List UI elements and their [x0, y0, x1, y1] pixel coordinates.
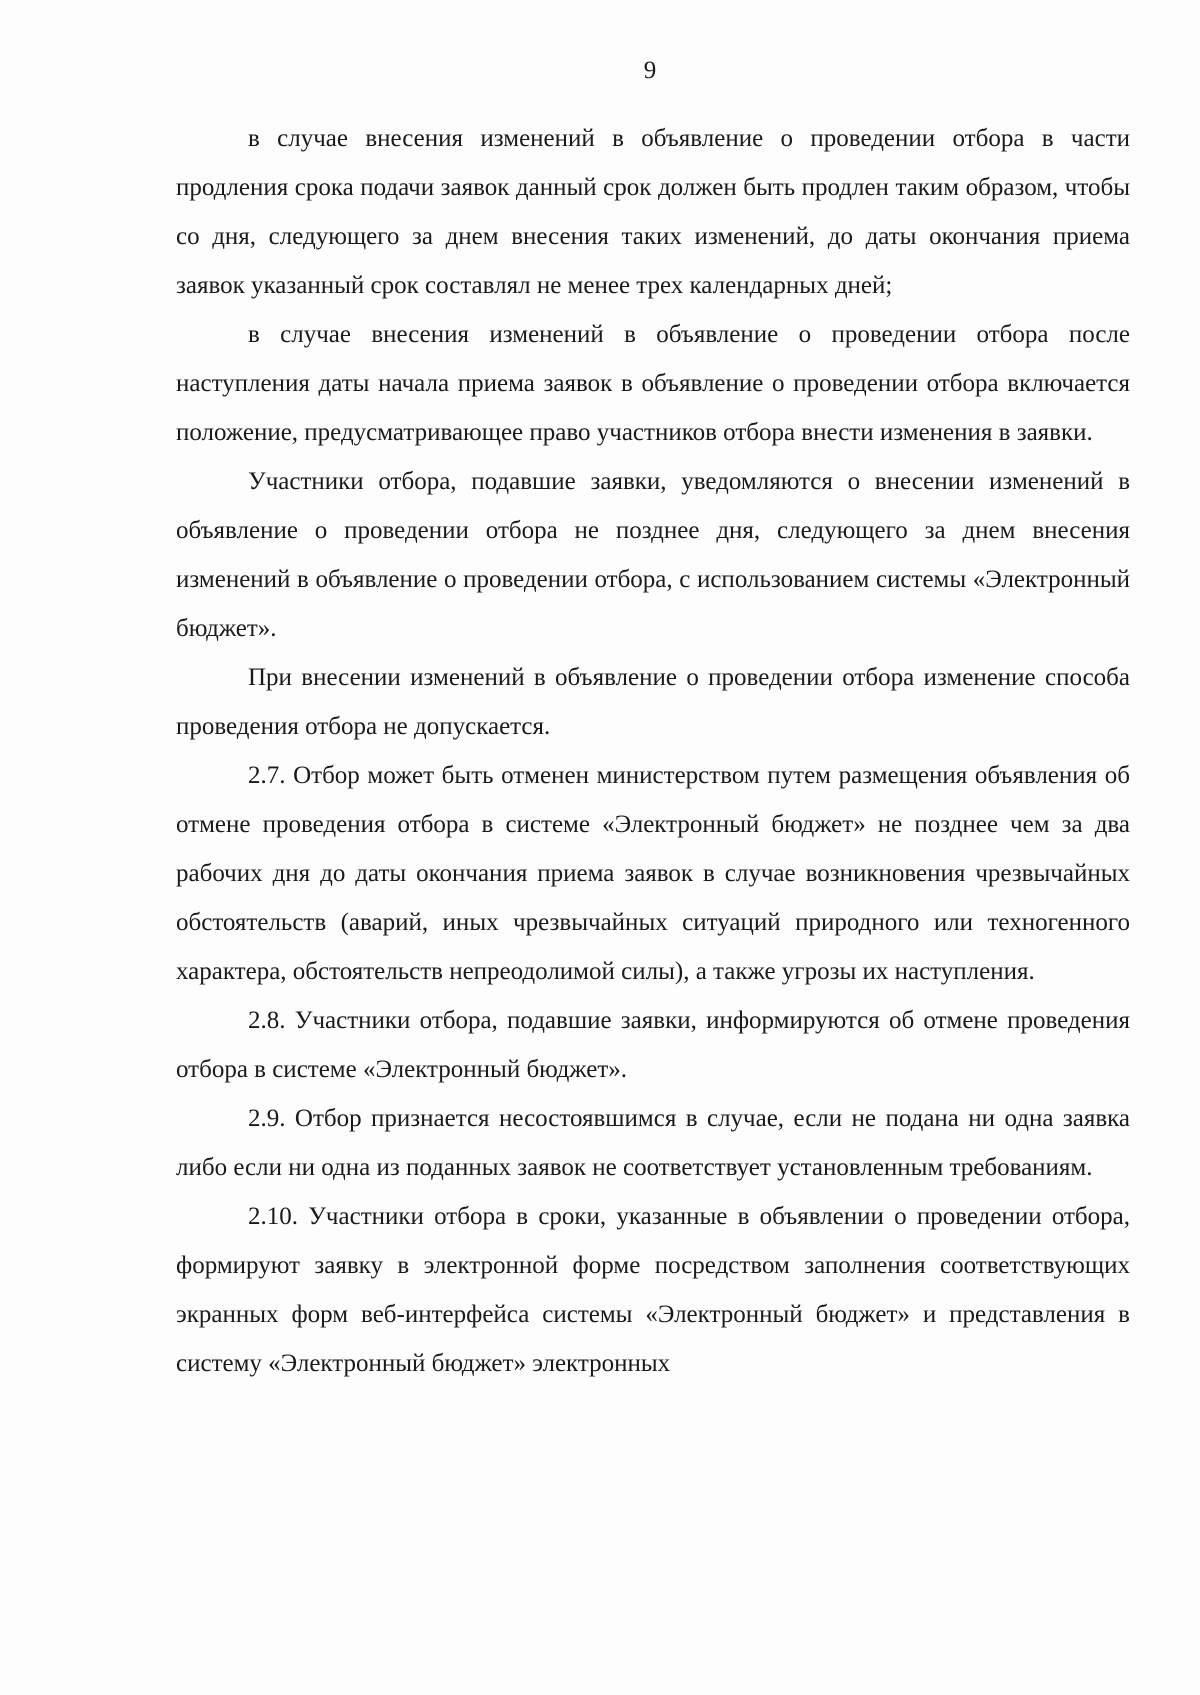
paragraph-section-2-8: 2.8. Участники отбора, подавшие заявки, информируются об отмене проведения отбора в системе «Электронный бюджет». [176, 1007, 1130, 1083]
paragraph-method-change-prohibited: При внесении изменений в объявление о проведении отбора изменение способа проведения отбора не допускается. [176, 664, 1130, 740]
paragraph-participants-notified: Участники отбора, подавшие заявки, уведомляются о внесении изменений в объявление о проведении отбора не позднее дня, следующего за днем внесения изменений в объявление о проведении отбора, с использованием системы «Электронный бюджет». [176, 468, 1130, 642]
document-body [176, 114, 1130, 1388]
page-number: 9 [643, 57, 657, 84]
paragraph-section-2-7: 2.7. Отбор может быть отменен министерством путем размещения объявления об отмене проведения отбора в системе «Электронный бюджет» не позднее чем за два рабочих дня до даты окончания приема заявок в случае возникновения чрезвычайных обстоятельств (аварий, иных чрезвычайных ситуаций природного или техногенного характера, обстоятельств непреодолимой силы), а также угрозы их наступления. [176, 762, 1130, 985]
paragraph-extension-of-deadline: в случае внесения изменений в объявление о проведении отбора в части продления срока подачи заявок данный срок должен быть продлен таким образом, чтобы со дня, следующего за днем внесения таких изменений, до даты окончания приема заявок указанный срок составлял не менее трех календарных дней; [176, 125, 1130, 299]
paragraph-changes-after-start: в случае внесения изменений в объявление о проведении отбора после наступления даты начала приема заявок в объявление о проведении отбора включается положение, предусматривающее право участников отбора внести изменения в заявки. [176, 321, 1130, 446]
paragraph-section-2-9: 2.9. Отбор признается несостоявшимся в случае, если не подана ни одна заявка либо если ни одна из поданных заявок не соответствует установленным требованиям. [176, 1105, 1130, 1181]
paragraph-section-2-10: 2.10. Участники отбора в сроки, указанные в объявлении о проведении отбора, формируют заявку в электронной форме посредством заполнения соответствующих экранных форм веб-интерфейса системы «Электронный бюджет» и представления в систему «Электронный бюджет» электронных [176, 1203, 1130, 1377]
